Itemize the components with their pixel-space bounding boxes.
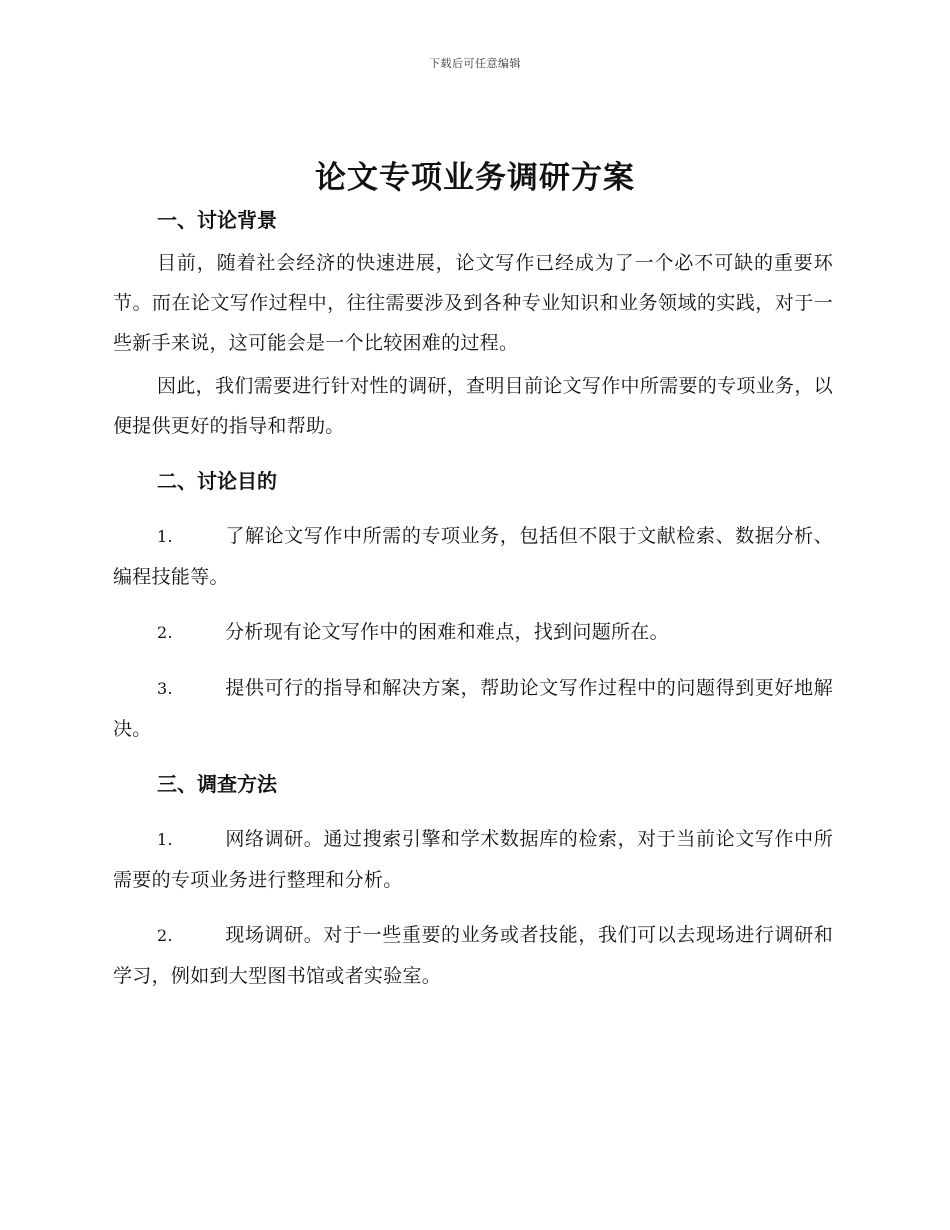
section-heading-background: 一、讨论背景: [157, 208, 277, 232]
list-number: 2.: [157, 623, 173, 642]
list-item-text: 网络调研。通过搜索引擎和学术数据库的检索，对于当前论文写作中所需要的专项业务进行整理和分析。: [113, 828, 833, 891]
section-heading-method: 三、调查方法: [157, 772, 277, 796]
purpose-item-1: [113, 516, 833, 597]
list-number: 1.: [157, 830, 173, 849]
method-item-2: [113, 915, 833, 996]
list-item-text: 提供可行的指导和解决方案，帮助论文写作过程中的问题得到更好地解决。: [113, 677, 833, 740]
list-item-text: 分析现有论文写作中的困难和难点，找到问题所在。: [225, 621, 669, 643]
background-paragraph-2: 因此，我们需要进行针对性的调研，查明目前论文写作中所需要的专项业务，以便提供更好的指导和帮助。: [113, 375, 833, 437]
list-number: 2.: [157, 926, 173, 945]
purpose-item-2: [113, 612, 833, 653]
method-item-1: [113, 819, 833, 900]
list-number: 3.: [157, 679, 173, 698]
header-note: 下载后可任意编辑: [429, 57, 521, 70]
list-item-text: 了解论文写作中所需的专项业务，包括但不限于文献检索、数据分析、编程技能等。: [113, 525, 833, 588]
list-number: 1.: [157, 527, 173, 546]
section-heading-purpose: 二、讨论目的: [157, 469, 277, 493]
purpose-item-3: [113, 668, 833, 749]
list-item-text: 现场调研。对于一些重要的业务或者技能，我们可以去现场进行调研和学习，例如到大型图书馆或者实验室。: [113, 924, 833, 987]
document-body: [113, 200, 833, 996]
document-title: 论文专项业务调研方案: [315, 160, 635, 196]
background-paragraph-1: 目前，随着社会经济的快速进展，论文写作已经成为了一个必不可缺的重要环节。而在论文写作过程中，往往需要涉及到各种专业知识和业务领域的实践，对于一些新手来说，这可能会是一个比较困难的过程。: [113, 252, 833, 354]
